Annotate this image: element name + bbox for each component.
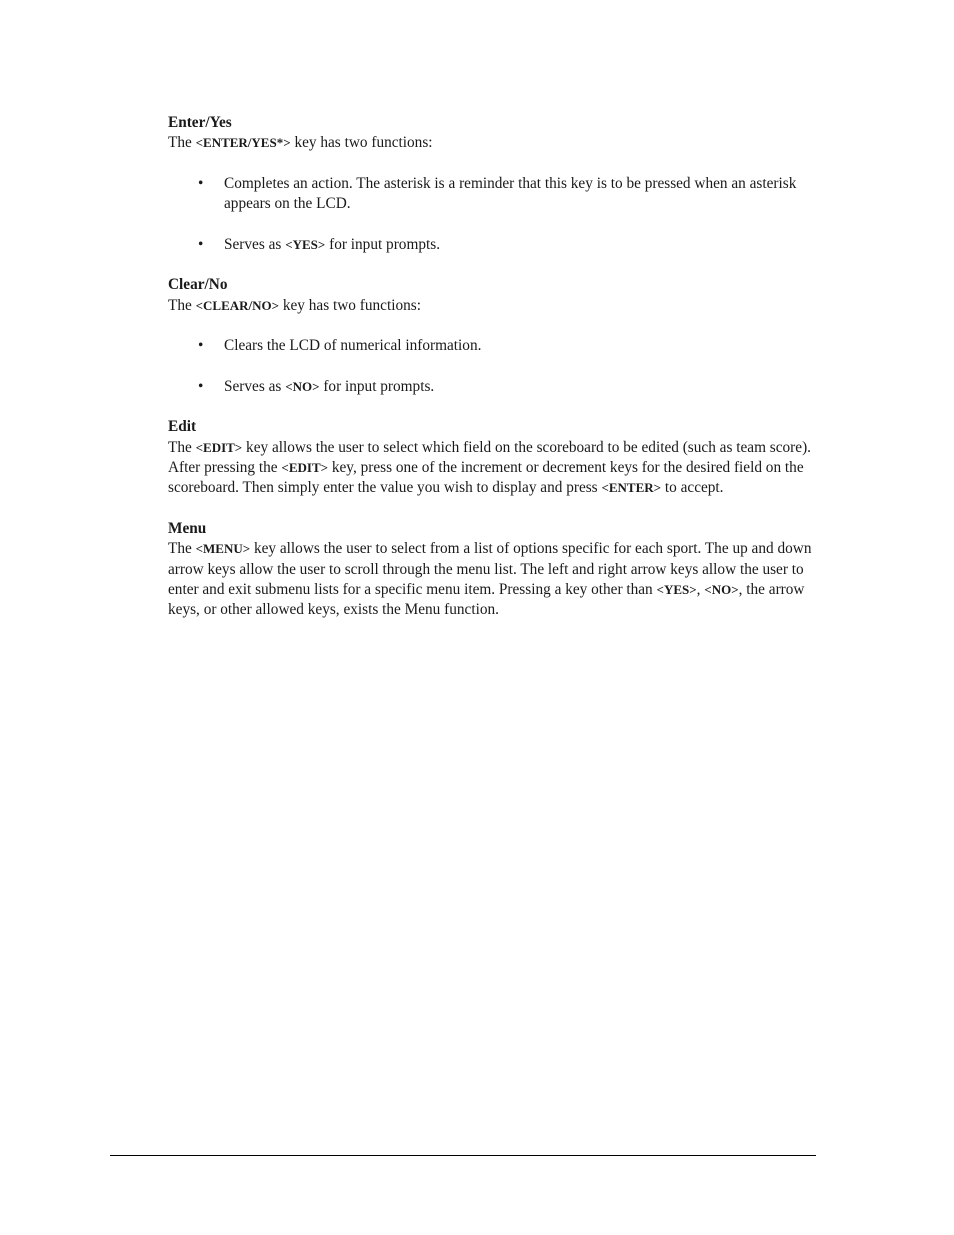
text-run: key allows the user to select which field on the scoreboard to be edited (such as team score). After pressing the <box>168 438 811 477</box>
key-name: <EDIT> <box>281 460 329 476</box>
text-run: to accept. <box>661 479 724 497</box>
section-intro <box>168 133 818 153</box>
text-run: The <box>168 296 196 314</box>
list-item <box>168 174 818 215</box>
section-heading: Enter/Yes <box>168 114 232 131</box>
bullet-icon: • <box>198 174 204 192</box>
section-intro <box>168 296 818 316</box>
text-run: , <box>696 580 705 598</box>
text-run: The <box>168 438 196 456</box>
bullet-icon: • <box>198 337 204 355</box>
text-run: Serves as <box>224 377 286 395</box>
section-clear-no <box>168 275 818 397</box>
section-heading: Edit <box>168 418 197 436</box>
text-run: Clears the LCD of numerical information. <box>224 337 482 355</box>
text-run: key has two functions: <box>279 296 421 314</box>
bullet-list <box>168 174 818 255</box>
section-edit <box>168 417 818 498</box>
text-run: The <box>168 540 196 558</box>
key-name: <CLEAR/NO> <box>195 297 280 313</box>
section-paragraph <box>168 539 818 620</box>
bullet-list <box>168 336 818 397</box>
text-run: key allows the user to select from a list of options specific for each sport. The up and down arrow keys allow the user to scroll through the menu list. The left and right arrow keys allow the user to enter and exit submenu lists for a specific menu item. Pressing a key other than <box>168 540 812 598</box>
bullet-icon: • <box>198 235 204 253</box>
text-run: for input prompts. <box>319 377 435 395</box>
text-run: key has two functions: <box>290 134 433 152</box>
key-name: <ENTER/YES*> <box>195 135 291 151</box>
section-enter-yes <box>168 113 818 255</box>
text-run: key, press one of the increment or decrement keys for the desired field on the scoreboard. Then simply enter the value you wish to display and press <box>168 459 804 497</box>
section-heading: Menu <box>168 519 207 537</box>
list-item <box>168 336 818 356</box>
text-run: Completes an action. The asterisk is a reminder that this key is to be pressed when an asterisk appears on the LCD. <box>224 174 797 213</box>
text-run: Serves as <box>224 235 286 253</box>
text-run: for input prompts. <box>325 235 441 253</box>
document-body <box>168 113 818 641</box>
footer-rule <box>110 1155 816 1156</box>
key-name: <YES> <box>285 236 326 252</box>
list-item <box>168 377 818 397</box>
key-name: <YES> <box>656 581 697 597</box>
key-name: <MENU> <box>195 541 251 557</box>
text-run: The <box>168 134 196 152</box>
section-paragraph <box>168 438 818 499</box>
key-name: <NO> <box>285 378 320 394</box>
bullet-icon: • <box>198 377 204 395</box>
section-heading: Clear/No <box>168 276 228 294</box>
key-name: <NO> <box>704 581 739 597</box>
text-run: , the arrow keys, or other allowed keys, exists the Menu function. <box>168 580 805 619</box>
key-name: <EDIT> <box>195 439 243 455</box>
list-item <box>168 235 818 255</box>
key-name: <ENTER> <box>601 480 662 496</box>
section-menu <box>168 519 818 620</box>
